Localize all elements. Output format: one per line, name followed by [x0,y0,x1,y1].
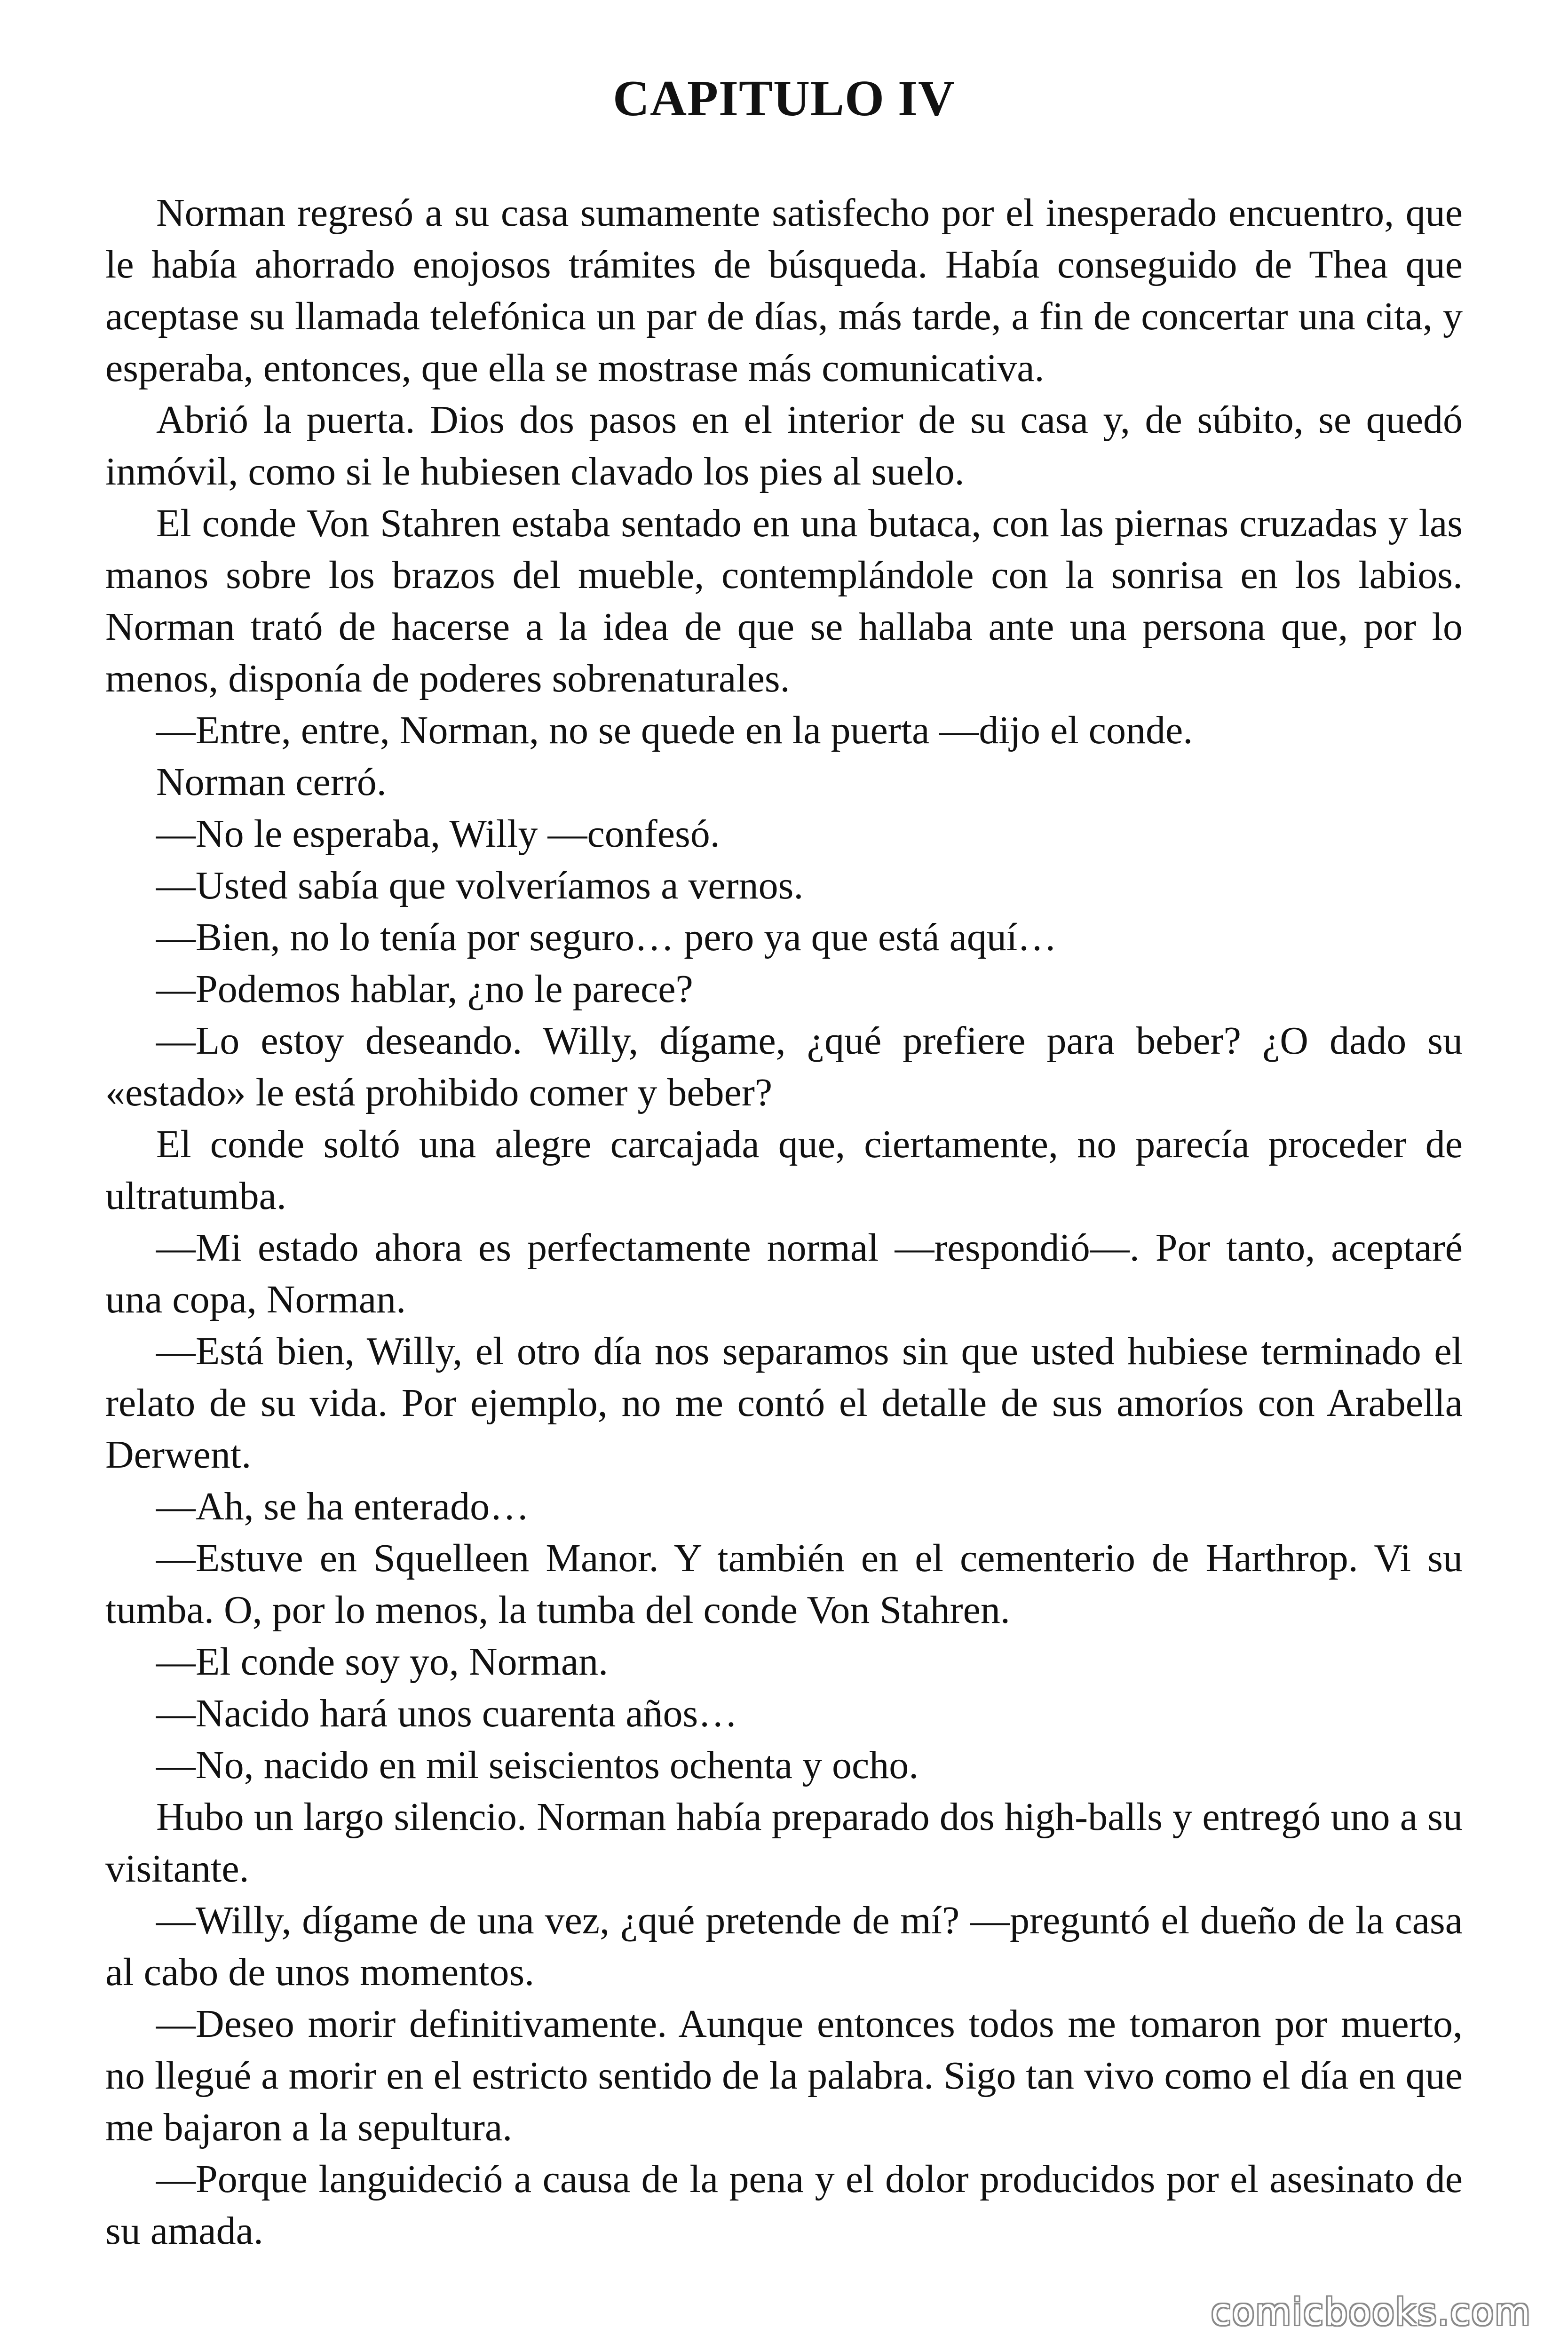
paragraph: —No le esperaba, Willy —confesó. [156,812,720,856]
watermark: comicbooks.com [1211,2291,1531,2334]
paragraph: —Bien, no lo tenía por seguro… pero ya que está aquí… [156,915,1057,959]
paragraph: —Podemos hablar, ¿no le parece? [156,967,693,1011]
paragraph: —Entre, entre, Norman, no se quede en la puerta —dijo el conde. [156,708,1193,752]
paragraph: —Estuve en Squelleen Manor. Y también en el cementerio de Harthrop. Vi su tumba. O, por lo menos, la tumba del conde Von Stahren. [105,1536,1463,1632]
paragraph: —Lo estoy deseando. Willy, dígame, ¿qué prefiere para beber? ¿O dado su «estado» le está prohibido comer y beber? [105,1019,1463,1114]
paragraph: —Deseo morir definitivamente. Aunque entonces todos me tomaron por muerto, no llegué a morir en el estricto sentido de la palabra. Sigo tan vivo como el día en que me bajaron a la sepultura. [105,2002,1463,2149]
paragraph: —Ah, se ha enterado… [156,1485,530,1528]
paragraph: —Mi estado ahora es perfectamente normal —respondió—. Por tanto, aceptaré una copa, Norman. [105,1226,1463,1321]
paragraph: Abrió la puerta. Dios dos pasos en el interior de su casa y, de súbito, se quedó inmóvil, como si le hubiesen clavado los pies al suelo. [105,398,1463,493]
paragraph: —El conde soy yo, Norman. [156,1640,609,1684]
paragraph: —Usted sabía que volveríamos a vernos. [156,864,804,907]
paragraph: Norman regresó a su casa sumamente satisfecho por el inesperado encuentro, que le había ahorrado enojosos trámites de búsqueda. Había conseguido de Thea que aceptase su llamada telefónica un par de días, más tarde, a fin de concertar una cita, y esperaba, entonces, que ella se mostrase más comunicativa. [105,191,1463,390]
paragraph: Hubo un largo silencio. Norman había preparado dos high-balls y entregó uno a su visitante. [105,1795,1463,1891]
paragraph: —Willy, dígame de una vez, ¿qué pretende de mí? —preguntó el dueño de la casa al cabo de unos momentos. [105,1899,1463,1994]
paragraph: —Porque languideció a causa de la pena y el dolor producidos por el asesinato de su amada. [105,2157,1463,2253]
chapter-title: CAPITULO IV [612,71,956,127]
paragraph: —Está bien, Willy, el otro día nos separamos sin que usted hubiese terminado el relato de su vida. Por ejemplo, no me contó el detalle de sus amoríos con Arabella Derwent. [105,1329,1463,1477]
paragraph: —Nacido hará unos cuarenta años… [156,1692,738,1735]
paragraph: —No, nacido en mil seiscientos ochenta y ocho. [156,1743,919,1787]
chapter-body [105,187,1463,2257]
paragraph: El conde Von Stahren estaba sentado en una butaca, con las piernas cruzadas y las manos sobre los brazos del mueble, contemplándole con la sonrisa en los labios. Norman trató de hacerse a la idea de que se hallaba ante una persona que, por lo menos, disponía de poderes sobrenaturales. [105,501,1463,700]
paragraph: Norman cerró. [156,760,387,804]
paragraph: El conde soltó una alegre carcajada que, ciertamente, no parecía proceder de ultratumba. [105,1122,1463,1218]
